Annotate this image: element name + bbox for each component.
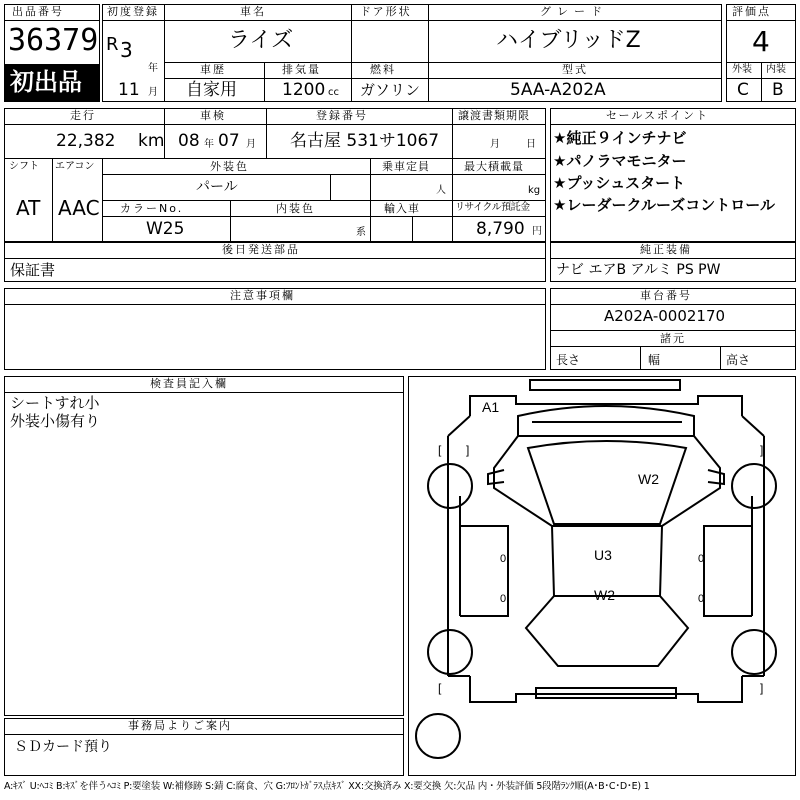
year-value: 3 <box>120 38 133 62</box>
info-grid <box>4 108 546 242</box>
grade-label: グレード <box>540 5 608 18</box>
length-label: 長さ <box>556 353 581 367</box>
wheel-rear-right <box>732 630 776 674</box>
score: 4 <box>752 25 770 58</box>
inspection-month: 07 <box>218 131 240 151</box>
model-label: 型式 <box>562 63 588 76</box>
later-parts-label: 後日発送部品 <box>222 243 300 256</box>
int-color-unit: 系 <box>356 227 366 238</box>
bracket-left-rear: [ <box>438 681 442 695</box>
trunk-outline <box>526 596 688 666</box>
shift: AT <box>16 196 41 220</box>
exterior-grade: C <box>737 80 749 100</box>
bracket-left-front-close: ] <box>466 443 470 457</box>
grade: ハイブリッドZ <box>496 28 641 53</box>
transfer-day-unit: 日 <box>526 139 536 150</box>
spec-label: 諸元 <box>660 332 686 345</box>
first-listing-text: 初出品 <box>10 68 82 96</box>
month-unit: 月 <box>148 87 158 98</box>
notes-label: 注意事項欄 <box>230 289 295 302</box>
shift-label: シフト <box>9 161 39 172</box>
score-label: 評価点 <box>732 5 771 18</box>
plate: 名古屋 531サ1067 <box>290 131 440 151</box>
sales-points-label: セールスポイント <box>606 109 710 122</box>
int-color-label: 内装色 <box>276 202 315 215</box>
bracket-right-front: ] <box>760 443 764 457</box>
displacement: 1200 <box>282 80 326 100</box>
height-label: 高さ <box>726 353 751 367</box>
mileage-unit: km <box>138 131 165 151</box>
history: 自家用 <box>186 80 237 100</box>
damage-mark: U3 <box>594 547 612 563</box>
plate-label: 登録番号 <box>316 109 368 122</box>
wheel-rear-left <box>428 630 472 674</box>
inspection-month-unit: 月 <box>246 139 256 150</box>
mileage: 22,382 <box>56 131 116 151</box>
wheel-front-right <box>732 464 776 508</box>
wheel-front-left <box>428 464 472 508</box>
recycle-unit: 円 <box>532 226 542 237</box>
damage-mark: W2 <box>638 471 659 487</box>
fuel-label: 燃料 <box>370 63 396 76</box>
capacity-unit: 人 <box>436 185 446 196</box>
bracket-left-front: [ <box>438 443 442 457</box>
genuine-label: 純正装備 <box>640 243 692 256</box>
car-diagram <box>408 376 796 776</box>
inspection-label: 車検 <box>200 109 226 122</box>
zero-left-front: 0 <box>500 553 507 565</box>
import-label: 輸入車 <box>384 202 420 215</box>
legend: A:ｷｽﾞ U:ﾍｺﾐ B:ｷｽﾞを伴うﾍｺﾐ P:要塗装 W:補修跡 S:錆 C:腐食、穴 G:ﾌﾛﾝﾄｶﾞﾗｽ点ｷｽﾞ XX:交換済み X:要交換 欠:欠品 内・外装評価 5段階ﾗﾝｸ順(A･B･C･D･E) 1 <box>4 781 650 792</box>
fuel: ガソリン <box>360 81 421 99</box>
ext-color: パール <box>196 179 238 195</box>
ac-label: エアコン <box>55 161 95 172</box>
inspection-year: 08 <box>178 131 200 151</box>
capacity-label: 乗車定員 <box>382 160 430 173</box>
inspector-line: 外装小傷有り <box>10 412 101 430</box>
mileage-label: 走行 <box>70 109 96 122</box>
genuine-value: ナビ エアB アルミ PS PW <box>556 262 721 278</box>
recycle: 8,790 <box>476 219 525 239</box>
color-no-label: カラーNo. <box>120 202 184 215</box>
sales-point-item: ★純正９インチナビ <box>553 129 687 147</box>
zero-left-rear: 0 <box>500 593 507 605</box>
later-parts-value: 保証書 <box>10 261 56 279</box>
width-label: 幅 <box>648 353 661 367</box>
sales-point-item: ★レーダークルーズコントロール <box>553 196 775 214</box>
office-label: 事務局よりご案内 <box>128 719 232 732</box>
interior-grade: B <box>772 80 784 100</box>
displacement-label: 排気量 <box>282 63 321 76</box>
color-no: W25 <box>146 219 185 239</box>
car-name: ライズ <box>228 28 294 53</box>
inspection-year-unit: 年 <box>204 139 214 150</box>
month-value: 11 <box>118 80 140 100</box>
damage-mark: A1 <box>482 399 500 415</box>
transfer-month-unit: 月 <box>490 139 500 150</box>
recycle-label: リサイクル預託金 <box>455 202 530 213</box>
displacement-unit: cc <box>328 87 339 98</box>
model: 5AA-A202A <box>510 80 606 100</box>
inspector-line: シートすれ小 <box>10 394 100 412</box>
chassis-value: A202A-0002170 <box>604 307 726 325</box>
damage-mark: W2 <box>594 587 615 603</box>
sales-point-item: ★パノラマモニター <box>553 152 687 170</box>
car-name-label: 車名 <box>240 5 266 18</box>
inspector-label: 検査員記入欄 <box>150 377 228 390</box>
zero-right-front: 0 <box>698 553 705 565</box>
chassis-label: 車台番号 <box>640 289 692 302</box>
history-label: 車歴 <box>200 63 226 76</box>
year-unit: 年 <box>148 63 158 74</box>
door-label: ドア形状 <box>360 5 412 18</box>
roof-outline <box>528 441 686 524</box>
office-value: ＳＤカード預り <box>14 739 112 755</box>
ext-color-label: 外装色 <box>210 160 249 173</box>
first-reg-label: 初度登録 <box>107 5 159 18</box>
lot-number: 36379 <box>8 23 99 58</box>
sales-point-item: ★プッシュスタート <box>553 174 686 192</box>
load-unit: kg <box>528 185 541 196</box>
front-bumper-outline <box>530 380 680 390</box>
load-label: 最大積載量 <box>464 160 524 173</box>
exterior-grade-label: 外装 <box>732 64 752 75</box>
lot-label: 出品番号 <box>12 5 64 18</box>
transfer-label: 譲渡書類期限 <box>458 109 530 122</box>
ac: AAC <box>58 196 100 220</box>
interior-grade-label: 内装 <box>766 64 786 75</box>
bracket-right-rear: ] <box>760 681 764 695</box>
era: R <box>106 34 119 55</box>
spare-wheel <box>416 714 460 758</box>
zero-right-rear: 0 <box>698 593 705 605</box>
